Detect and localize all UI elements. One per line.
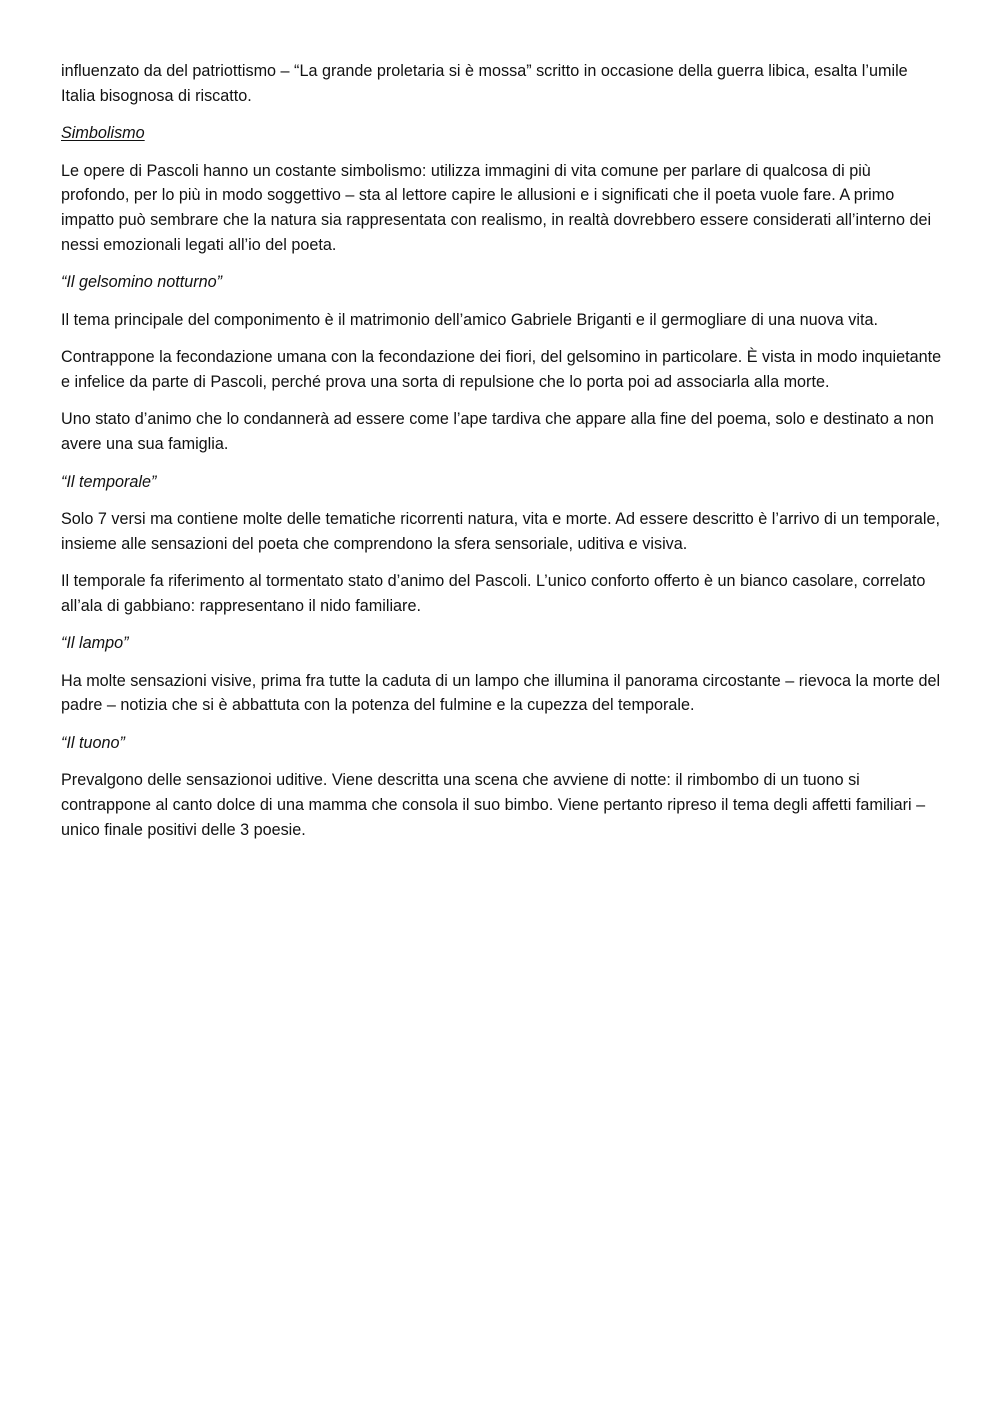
paragraph-gelsomino-fecondazione: Contrappone la fecondazione umana con la fecondazione dei fiori, del gelsomino in particolare. È vista in modo inquietante e infelice da parte di Pascoli, perché prova una sorta di repulsione che lo porta poi ad associarla alla morte. [61,348,942,391]
paragraph-simbolismo: Le opere di Pascoli hanno un costante simbolismo: utilizza immagini di vita comune per parlare di qualcosa di più profondo, per lo più in modo soggettivo – sta al lettore capire le allusioni e i significati che il poeta vuole fare. A primo impatto può sembrare che la natura sia rappresentata con realismo, in realtà dovrebbero essere considerati all’interno dei nessi emozionali legati all’io del poeta. [61,161,932,254]
paragraph-gelsomino-ape: Uno stato d’animo che lo condannerà ad essere come l’ape tardiva che appare alla fine del poema, solo e destinato a non avere una sua famiglia. [61,410,934,454]
paragraph-tuono: Prevalgono delle sensazionoi uditive. Viene descritta una scena che avviene di notte: il rimbombo di un tuono si contrappone al canto dolce di una mamma che consola il suo bimbo. Viene pertanto ripreso il tema degli affetti familiari – unico finale positivi delle 3 poesie. [61,771,926,839]
poem-title-gelsomino: “Il gelsomino notturno” [61,273,223,292]
paragraph-gelsomino-tema: Il tema principale del componimento è il matrimonio dell’amico Gabriele Briganti e il germogliare di una nuova vita. [61,310,878,329]
section-heading-simbolismo: Simbolismo [61,124,145,143]
document-page [61,59,943,855]
paragraph-temporale-casolare: Il temporale fa riferimento al tormentato stato d’animo del Pascoli. L’unico conforto offerto è un bianco casolare, correlato all’ala di gabbiano: rappresentano il nido familiare. [61,572,926,615]
poem-title-tuono: “Il tuono” [61,733,125,752]
paragraph-patriottismo: influenzato da del patriottismo – “La grande proletaria si è mossa” scritto in occasione della guerra libica, esalta l’umile Italia bisognosa di riscatto. [61,62,908,105]
paragraph-lampo: Ha molte sensazioni visive, prima fra tutte la caduta di un lampo che illumina il panorama circostante – rievoca la morte del padre – notizia che si è abbattuta con la potenza del fulmine e la cupezza del temporale. [61,671,941,715]
paragraph-temporale-versi: Solo 7 versi ma contiene molte delle tematiche ricorrenti natura, vita e morte. Ad essere descritto è l’arrivo di un temporale, insieme alle sensazioni del poeta che comprendono la sfera sensoriale, uditiva e visiva. [61,509,941,553]
poem-title-lampo: “Il lampo” [61,634,129,653]
poem-title-temporale: “Il temporale” [61,472,157,491]
